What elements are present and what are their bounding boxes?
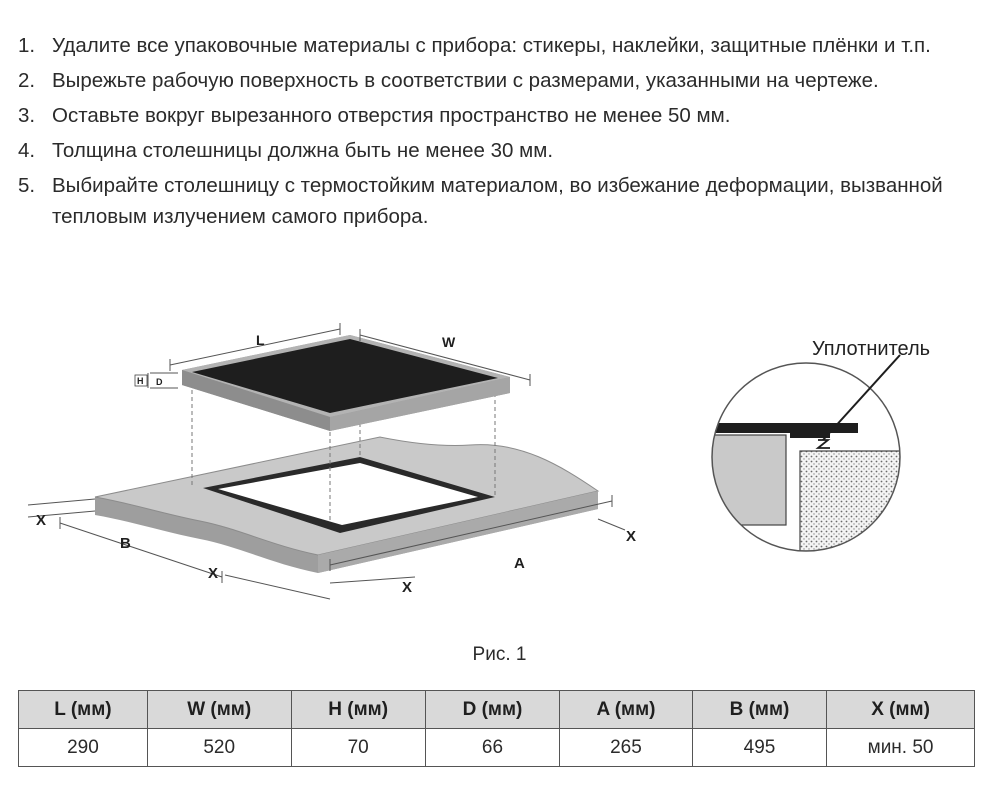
label-h: H [137,376,144,386]
table-cell: мин. 50 [827,729,975,767]
label-b: B [120,535,131,552]
instruction-number: 1. [18,34,36,57]
table-cell: 495 [692,729,826,767]
countertop [95,437,598,573]
instruction-item [18,30,983,61]
column-header: W (мм) [147,691,291,729]
installation-diagram [0,315,999,635]
column-header: B (мм) [692,691,826,729]
instruction-item [18,65,983,96]
instruction-text: Выбирайте столешницу с термостойким материалом, во избежание деформации, вызванной тепловым излучением самого прибора. [52,174,943,228]
label-x-bottom: X [402,579,413,596]
instruction-number: 4. [18,139,36,162]
table-row [19,729,975,767]
column-header: H (мм) [291,691,425,729]
instruction-text: Толщина столешницы должна быть не менее 30 мм. [52,139,554,162]
label-a: A [514,555,525,572]
seal-detail [700,355,900,551]
label-d: D [156,377,163,387]
column-header: D (мм) [425,691,559,729]
table-cell: 265 [560,729,693,767]
figure-caption: Рис. 1 [472,644,527,665]
instruction-item [18,100,983,131]
table-cell: 70 [291,729,425,767]
instruction-item [18,135,983,166]
instructions-list [18,30,983,236]
instruction-text: Вырежьте рабочую поверхность в соответствии с размерами, указанными на чертеже. [52,69,879,92]
label-w: W [442,334,456,350]
table-cell: 520 [147,729,291,767]
label-x-front: X [208,565,219,582]
table-cell: 290 [19,729,148,767]
table-header-row [19,691,975,729]
label-x-left: X [36,512,47,529]
instruction-text: Удалите все упаковочные материалы с прибора: стикеры, наклейки, защитные плёнки и т.п. [52,34,931,57]
dimensions-table [18,690,975,767]
label-x-right: X [626,528,637,545]
instruction-number: 5. [18,174,36,197]
table-cell: 66 [425,729,559,767]
instruction-item [18,170,983,232]
column-header: X (мм) [827,691,975,729]
column-header: L (мм) [19,691,148,729]
seal-label: Уплотнитель [812,338,931,360]
instruction-number: 2. [18,69,36,92]
label-l: L [256,332,265,348]
instruction-text: Оставьте вокруг вырезанного отверстия пространство не менее 50 мм. [52,104,731,127]
column-header: A (мм) [560,691,693,729]
hob [182,335,510,431]
instruction-number: 3. [18,104,36,127]
